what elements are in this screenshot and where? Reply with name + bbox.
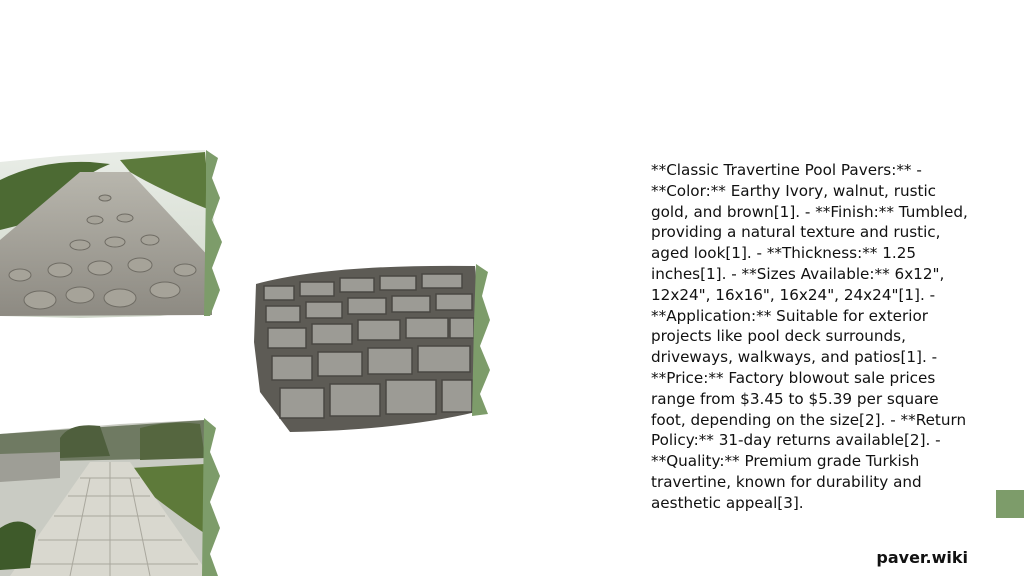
accent-square — [996, 490, 1024, 518]
travertine-walkway-photo — [0, 418, 232, 576]
stone-pavers-photo — [250, 262, 495, 437]
cobblestone-path-photo — [0, 150, 230, 320]
product-description: **Classic Travertine Pool Pavers:** - **Color:** Earthy Ivory, walnut, rustic gold, and brown[1]. - **Finish:** Tumbled, providing a natural texture and rustic, aged look[1]. - **Thickness:** 1.25 inches[1]. - **Sizes Available:** 6x12", 12x24", 16x16", 16x24", 24x24"[1]. - **Application:** Suitable for exterior projects like pool deck surrounds, driveways, walkways, and patios[1]. - **Price:** Factory blowout sale prices range from $3.45 to $5.39 per square foot, depending on the size[2]. - **Return Policy:** 31-day returns available[2]. - **Quality:** Premium grade Turkish travertine, known for durability and aesthetic appeal[3]. — [651, 161, 968, 512]
brand-watermark: paver.wiki — [876, 548, 968, 567]
